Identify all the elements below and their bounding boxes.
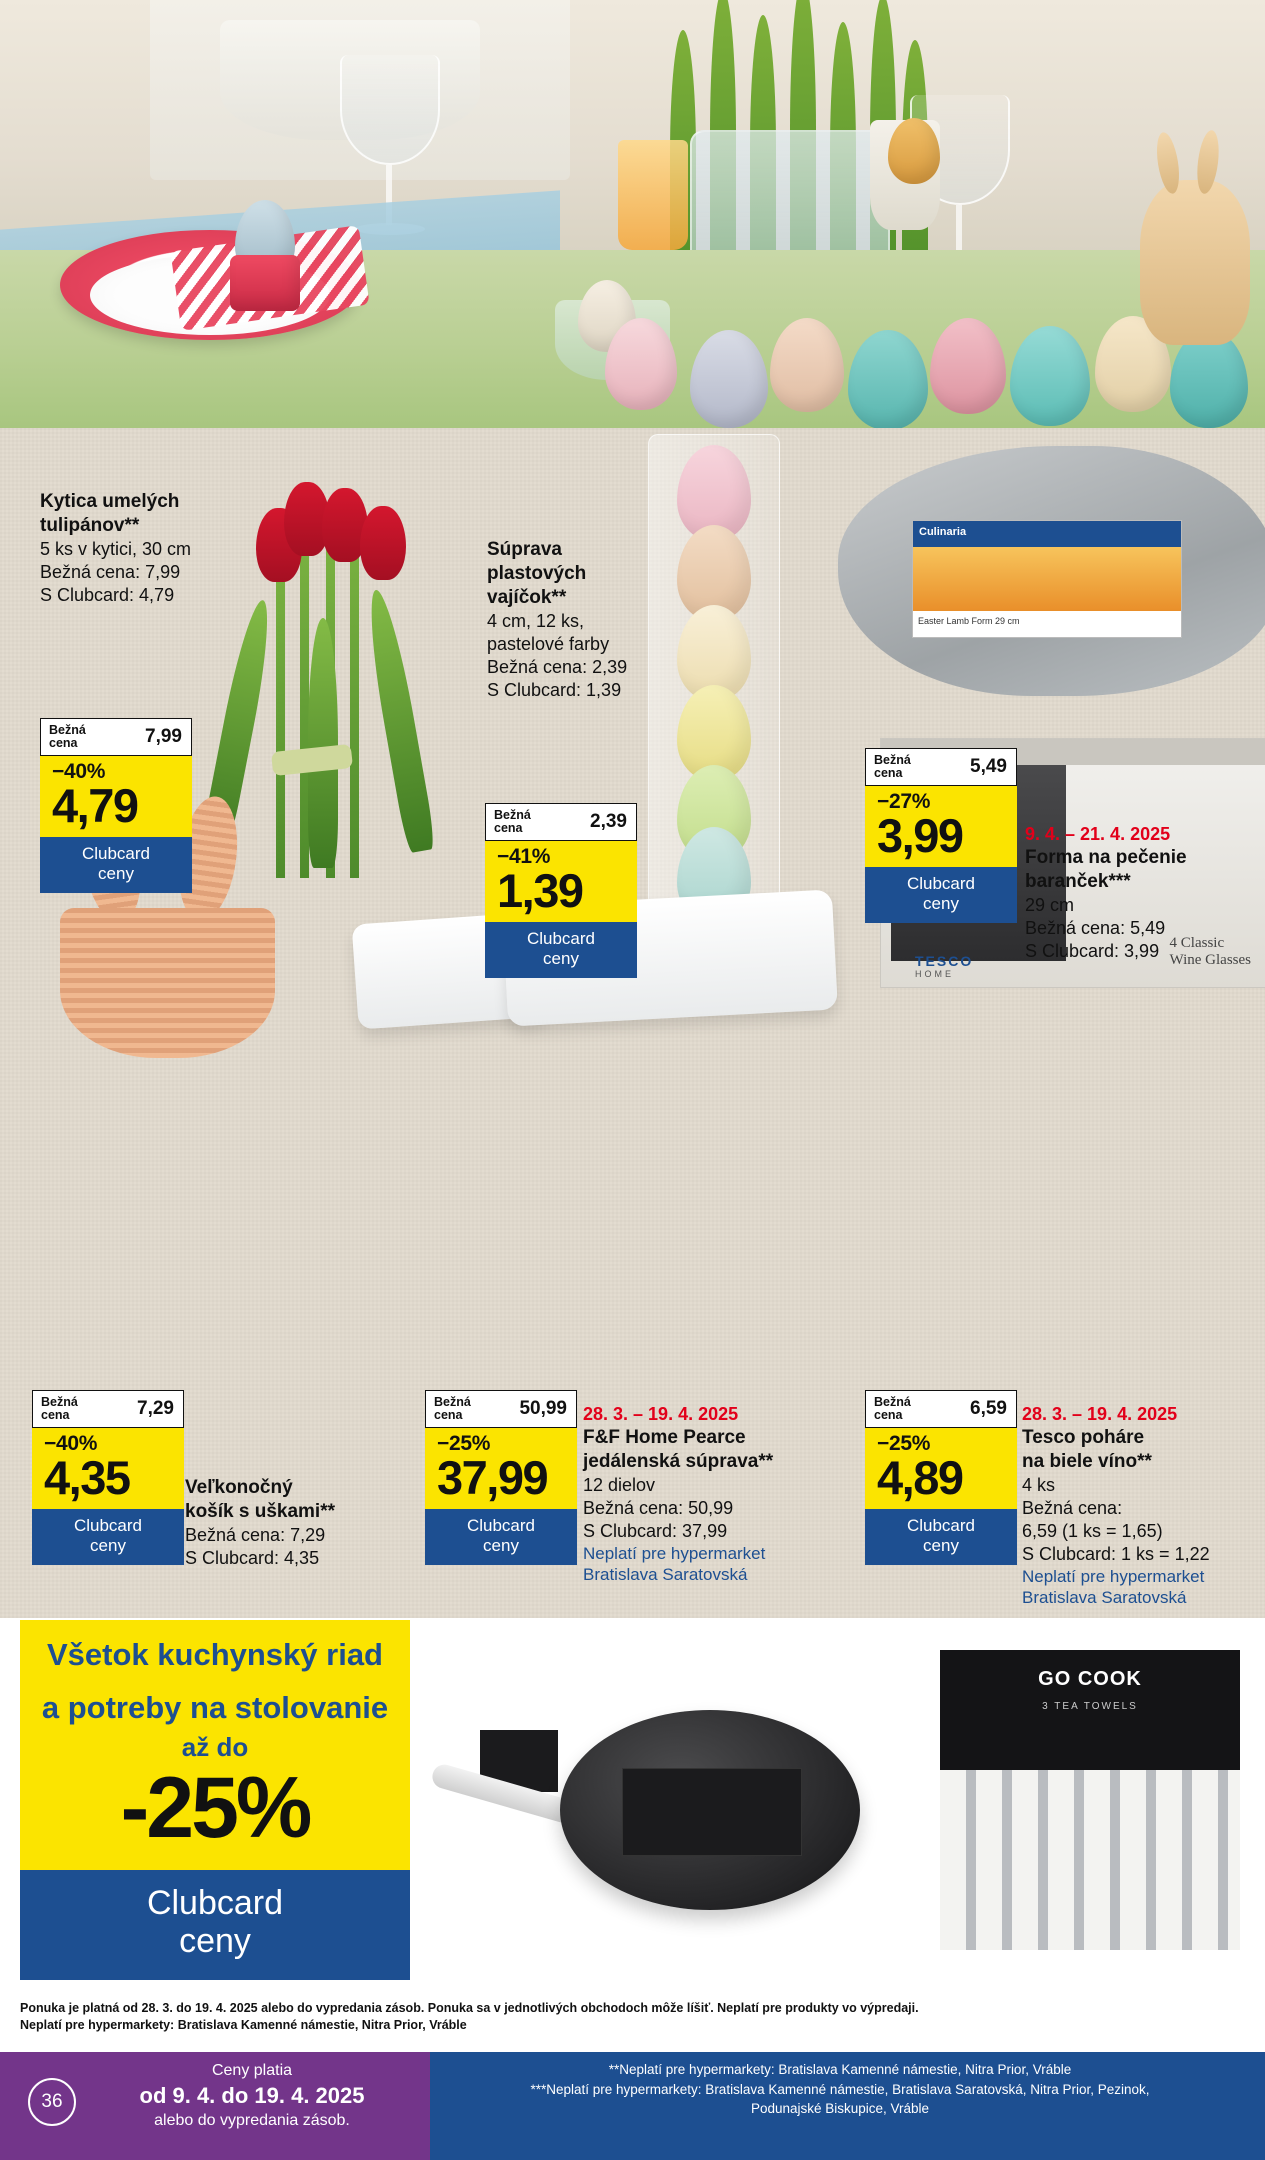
products-panel	[0, 428, 1265, 1618]
dinner-set-note-1: Neplatí pre hypermarket	[583, 1543, 766, 1563]
eggs-desc-1: 4 cm, 12 ks,	[487, 611, 585, 632]
old-price-basket	[32, 1390, 184, 1428]
product-text-wine-glasses	[1022, 1403, 1265, 1609]
current-price: 3,99	[877, 809, 963, 862]
product-text-dinner-set	[583, 1403, 833, 1586]
promo-line3: až do	[181, 1732, 249, 1763]
tesco-home-brand	[915, 953, 973, 979]
tulips-desc-3: S Clubcard: 4,79	[40, 584, 175, 605]
price-block-wine-glasses	[865, 1390, 1017, 1565]
product-image-pan	[560, 1680, 880, 1940]
clubcard-badge-eggs: Clubcard ceny	[485, 922, 637, 978]
price-block-dinner-set	[425, 1390, 577, 1565]
old-price-label: Bežná cena	[41, 1394, 78, 1422]
old-price-eggs	[485, 803, 637, 841]
old-price-label: Bežná cena	[874, 752, 911, 780]
eggs-name-line3: vajíčok**	[487, 587, 567, 609]
price-block-basket	[32, 1390, 184, 1565]
validity-text	[92, 2060, 412, 2131]
eggs-name-line2: plastových	[487, 563, 587, 585]
promo-clubcard-badge	[20, 1870, 410, 1980]
eggs-desc-2: pastelové farby	[487, 634, 610, 655]
footnote-line3: Podunajské Biskupice, Vráble	[750, 2101, 930, 2117]
form-name-line1: Forma na pečenie	[1025, 846, 1187, 868]
current-price: 4,35	[44, 1451, 130, 1504]
hero-image	[0, 0, 1265, 428]
towel-fabric	[940, 1770, 1240, 1950]
current-price: 4,89	[877, 1451, 963, 1504]
form-brand-label: Culinaria	[913, 521, 1181, 547]
old-price-value: 7,29	[137, 1398, 174, 1419]
old-price-label: Bežná cena	[434, 1394, 471, 1422]
basket-name-line2: košík s uškami**	[185, 1501, 335, 1523]
clubcard-badge-form: Clubcard ceny	[865, 867, 1017, 923]
old-price-dinner-set	[425, 1390, 577, 1428]
old-price-value: 5,49	[970, 756, 1007, 777]
discount-block-tulips	[40, 756, 192, 837]
footnote-line1: **Neplatí pre hypermarkety: Bratislava Kamenné námestie, Nitra Prior, Vráble	[608, 2062, 1072, 2077]
form-date: 9. 4. – 21. 4. 2025	[1025, 824, 1171, 844]
wine-glasses-desc-4: S Clubcard: 1 ks = 1,22	[1022, 1543, 1210, 1564]
dinner-set-name-line1: F&F Home Pearce	[583, 1426, 746, 1448]
clubcard-badge-basket: Clubcard ceny	[32, 1509, 184, 1565]
dinner-set-desc-2: Bežná cena: 50,99	[583, 1497, 734, 1518]
clubcard-badge-tulips: Clubcard ceny	[40, 837, 192, 893]
promo-cc-line1: Clubcard	[146, 1884, 284, 1922]
towel-package-top	[940, 1650, 1240, 1770]
form-label-text: Easter Lamb Form 29 cm	[913, 611, 1181, 637]
promo-line2: a potreby na stolovanie	[41, 1690, 389, 1726]
eggs-name-line1: Súprava	[487, 539, 562, 560]
product-text-tulips	[40, 490, 270, 607]
wine-glasses-name-line1: Tesco poháre	[1022, 1426, 1145, 1448]
old-price-value: 50,99	[519, 1398, 567, 1419]
old-price-tulips	[40, 718, 192, 756]
wine-glasses-note-2: Bratislava Saratovská	[1022, 1588, 1187, 1608]
promo-banner-kitchenware	[20, 1620, 410, 1980]
tulips-desc-2: Bežná cena: 7,99	[40, 562, 181, 583]
eggs-desc-4: S Clubcard: 1,39	[487, 679, 622, 700]
form-name-line2: baranček***	[1025, 870, 1131, 892]
tulips-name-line2: tulipánov**	[40, 515, 140, 537]
discount-percent: −25%	[877, 1432, 931, 1455]
discount-percent: −41%	[497, 845, 551, 868]
towel-brand: GO COOK	[1038, 1668, 1142, 1690]
discount-percent: −40%	[44, 1432, 98, 1455]
validity-line3: alebo do vypredania zásob.	[154, 2112, 350, 2130]
juice-glass	[618, 140, 688, 250]
product-text-basket	[185, 1476, 405, 1570]
old-price-form	[865, 748, 1017, 786]
form-desc-1: 29 cm	[1025, 895, 1075, 916]
old-price-label: Bežná cena	[49, 722, 86, 750]
validity-line2: od 9. 4. do 19. 4. 2025	[139, 2083, 365, 2109]
product-text-plastic-eggs	[487, 538, 687, 702]
dinner-set-desc-3: S Clubcard: 37,99	[583, 1520, 728, 1541]
promo-line1: Všetok kuchynský riad	[47, 1637, 383, 1672]
price-block-plastic-eggs	[485, 803, 637, 978]
current-price: 1,39	[497, 864, 583, 917]
wine-glasses-note-1: Neplatí pre hypermarket	[1022, 1566, 1205, 1586]
discount-block-dinner-set	[425, 1428, 577, 1509]
eggs-desc-3: Bežná cena: 2,39	[487, 657, 628, 678]
baking-form-label	[912, 520, 1182, 638]
home-brand-text: HOME	[915, 969, 954, 979]
footnote-line2: ***Neplatí pre hypermarkety: Bratislava Kamenné námestie, Bratislava Saratovská, Nitra Prior, Pezinok,	[530, 2081, 1150, 2097]
old-price-value: 6,59	[970, 1398, 1007, 1419]
dinner-set-note-2: Bratislava Saratovská	[583, 1565, 748, 1585]
tulips-desc-1: 5 ks v kytici, 30 cm	[40, 539, 192, 560]
glasses-text-line2: Wine Glasses	[1169, 952, 1251, 968]
basket-name-line1: Veľkonočný	[185, 1477, 293, 1498]
form-label-photo	[913, 547, 1181, 611]
legal-text	[20, 2000, 1010, 2033]
page-number: 36	[28, 2078, 76, 2126]
basket-desc-2: S Clubcard: 4,35	[185, 1548, 320, 1569]
discount-block-wine-glasses	[865, 1428, 1017, 1509]
basket-desc-1: Bežná cena: 7,29	[185, 1525, 326, 1546]
clubcard-badge-wine-glasses: Clubcard ceny	[865, 1509, 1017, 1565]
price-block-tulips	[40, 718, 192, 893]
wine-glasses-desc-3: 6,59 (1 ks = 1,65)	[1022, 1520, 1163, 1541]
old-price-label: Bežná cena	[494, 807, 531, 835]
discount-block-eggs	[485, 841, 637, 922]
red-egg-holder	[230, 255, 300, 311]
product-text-baking-form	[1025, 823, 1255, 963]
discount-percent: −25%	[437, 1432, 491, 1455]
wine-glasses-desc-1: 4 ks	[1022, 1475, 1056, 1496]
dinner-set-name-line2: jedálenská súprava**	[583, 1450, 774, 1472]
form-desc-2: Bežná cena: 5,49	[1025, 917, 1166, 938]
bunny-figurine	[1140, 180, 1250, 345]
old-price-value: 2,39	[590, 811, 627, 832]
old-price-value: 7,99	[145, 726, 182, 747]
towel-subtitle: 3 TEA TOWELS	[1042, 1701, 1138, 1712]
legal-line1: Ponuka je platná od 28. 3. do 19. 4. 2025 alebo do vypredania zásob. Ponuka sa v jednotlivých obchodoch môže líšiť. Neplatí pre produkty vo výpredaji.	[20, 2001, 919, 2015]
discount-block-form	[865, 786, 1017, 867]
dinner-set-desc-1: 12 dielov	[583, 1475, 656, 1496]
old-price-wine-glasses	[865, 1390, 1017, 1428]
promo-cc-line2: ceny	[179, 1922, 251, 1961]
old-price-label: Bežná cena	[874, 1394, 911, 1422]
product-image-tea-towels	[940, 1650, 1240, 1950]
wine-glasses-name-line2: na biele víno**	[1022, 1450, 1152, 1472]
footnotes	[440, 2060, 1240, 2119]
price-block-baking-form	[865, 748, 1017, 923]
tesco-brand-text: TESCO	[915, 953, 974, 969]
current-price: 37,99	[437, 1451, 548, 1504]
discount-percent: −27%	[877, 790, 931, 813]
clubcard-badge-dinner-set: Clubcard ceny	[425, 1509, 577, 1565]
tulips-name-line1: Kytica umelých	[40, 491, 180, 512]
discount-block-basket	[32, 1428, 184, 1509]
dinner-set-date: 28. 3. – 19. 4. 2025	[583, 1404, 739, 1424]
validity-line1: Ceny platia	[211, 2062, 293, 2079]
wine-glasses-desc-2: Bežná cena:	[1022, 1497, 1123, 1518]
discount-percent: −40%	[52, 760, 106, 783]
legal-line2: Neplatí pre hypermarkety: Bratislava Kamenné námestie, Nitra Prior, Vráble	[20, 2017, 467, 2032]
glasses-text-line1: 4 Classic	[1169, 935, 1225, 951]
wine-glasses-date: 28. 3. – 19. 4. 2025	[1022, 1404, 1178, 1424]
form-desc-3: S Clubcard: 3,99	[1025, 940, 1160, 961]
promo-percent: -25%	[120, 1760, 310, 1857]
current-price: 4,79	[52, 779, 138, 832]
